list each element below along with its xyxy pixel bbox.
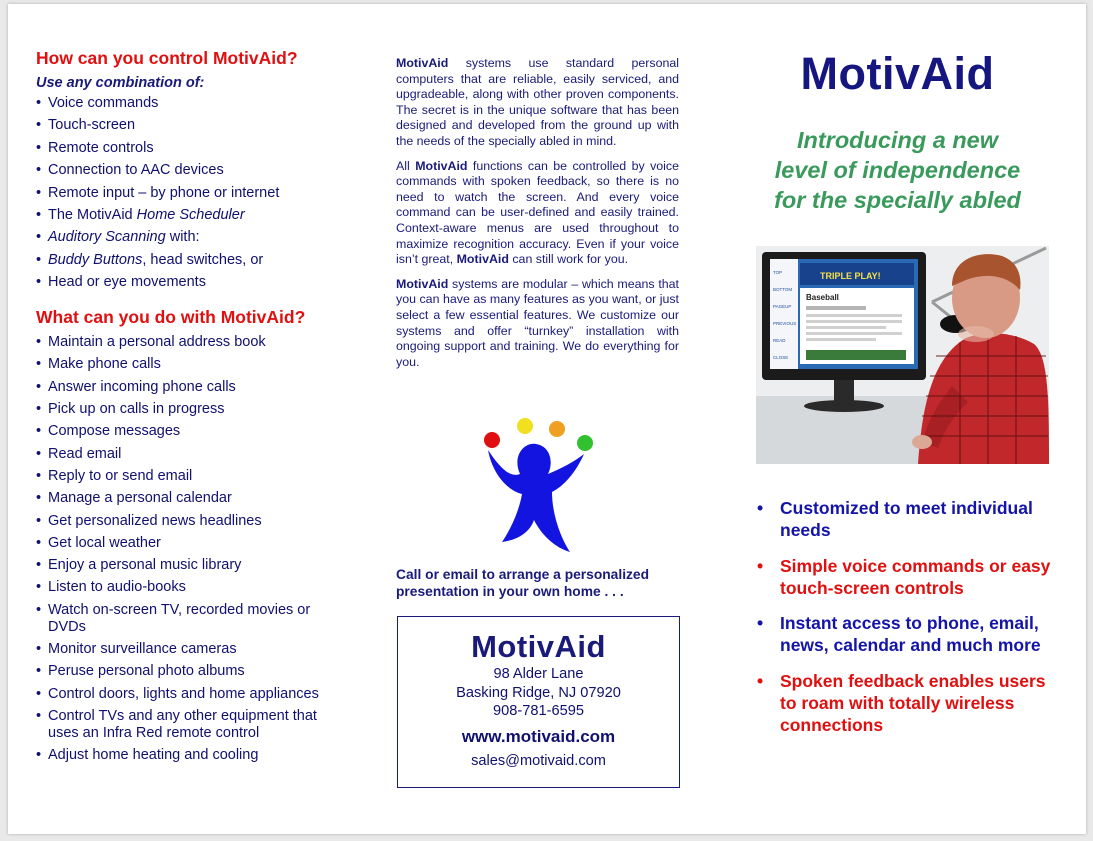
list-item: • Control TVs and any other equipment that uses an Infra Red remote control — [36, 708, 346, 742]
logo-ball-red — [484, 432, 500, 448]
list-item: • Answer incoming phone calls — [36, 379, 346, 396]
contact-phone: 908-781-6595 — [493, 703, 584, 720]
screen-menu-item: PREVIOUS — [773, 321, 797, 326]
list-item: • Make phone calls — [36, 356, 346, 373]
control-heading: How can you control MotivAid? — [36, 48, 298, 68]
list-item: • Manage a personal calendar — [36, 490, 346, 507]
screen-heading: Baseball — [806, 293, 839, 302]
list-item: • Head or eye movements — [36, 274, 346, 291]
person-hand — [912, 435, 932, 449]
left-column — [36, 48, 346, 769]
intro-paragraph: MotivAid systems use standard personal computers that are reliable, easily serviced, and upgradeable, along with other proven components. The secret is in the unique software that has been designed and developed from the ground up with the needs of the specially abled in mind. — [396, 56, 679, 148]
screen-banner: TRIPLE PLAY! — [820, 271, 881, 281]
control-subheading: Use any combination of: — [36, 75, 205, 91]
screen-menu-item: PAGEUP — [773, 304, 792, 309]
call-to-action: Call or email to arrange a personalized presentation in your own home . . . — [396, 567, 650, 599]
contact-brand: MotivAid — [471, 629, 606, 664]
screen-menu-item: CLOSE — [773, 355, 789, 360]
list-item: • Remote input – by phone or internet — [36, 185, 346, 202]
cover-bullet: • Spoken feedback enables users to roam with totally wireless connections — [755, 670, 1055, 736]
contact-website[interactable]: www.motivaid.com — [461, 726, 616, 746]
cover-bullet: • Customized to meet individual needs — [755, 497, 1055, 541]
logo-ball-green — [577, 435, 593, 451]
list-item: • Listen to audio-books — [36, 579, 346, 596]
cover-tagline: Introducing a new level of independence for the specially abled — [774, 127, 1021, 213]
logo-ball-orange — [549, 421, 565, 437]
list-item: • Pick up on calls in progress — [36, 401, 346, 418]
list-item: • Get local weather — [36, 535, 346, 552]
list-item: • Adjust home heating and cooling — [36, 747, 346, 764]
list-item: • Remote controls — [36, 140, 346, 157]
screen-menu-item: TOP — [773, 270, 783, 275]
list-item: • Maintain a personal address book — [36, 334, 346, 351]
logo-figure — [488, 444, 584, 552]
list-item: • Control doors, lights and home appliances — [36, 686, 346, 703]
list-item: • Watch on-screen TV, recorded movies or DVDs — [36, 602, 346, 636]
list-item: • Compose messages — [36, 423, 346, 440]
contact-email[interactable]: sales@motivaid.com — [471, 752, 606, 769]
contact-card — [397, 616, 680, 788]
list-item: • Peruse personal photo albums — [36, 663, 346, 680]
list-item: • Voice commands — [36, 95, 346, 112]
cover-bullet: • Instant access to phone, email, news, calendar and much more — [755, 612, 1055, 656]
list-item: • Monitor surveillance cameras — [36, 641, 346, 658]
list-item: • Get personalized news headlines — [36, 513, 346, 530]
cover-bullet: • Simple voice commands or easy touch-screen controls — [755, 555, 1055, 599]
modular-paragraph: MotivAid systems are modular – which means that you can have as many features as you want, or just select a few essential features. We customize our systems and offer “turnkey” installation with ongoing support and training. We do everything for you. — [396, 276, 679, 369]
list-item: • Touch-screen — [36, 117, 346, 134]
contact-street: 98 Alder Lane — [493, 666, 584, 682]
screen-menu-item: BOTTOM — [773, 287, 793, 292]
list-item: • Auditory Scanning with: — [36, 229, 346, 246]
features-list — [36, 334, 346, 764]
user-at-computer-photo — [756, 246, 1049, 464]
motivaid-logo — [476, 416, 594, 556]
voice-paragraph: All MotivAid functions can be controlled by voice commands with spoken feedback, so there is no need to watch the screen. And every voice command can be user-defined and easily trained. Context-aware menus are used throughout to maximize recognition accuracy. Even if your voice isn’t great, MotivAid can still work for you. — [396, 158, 680, 267]
cover-bullets — [755, 497, 1055, 749]
screen-menu-item: READ — [773, 338, 786, 343]
cover-title: MotivAid — [800, 48, 995, 99]
list-item: • Buddy Buttons, head switches, or — [36, 252, 346, 269]
features-heading: What can you do with MotivAid? — [36, 307, 306, 328]
list-item: • Connection to AAC devices — [36, 162, 346, 179]
control-list — [36, 95, 346, 291]
list-item: • Reply to or send email — [36, 468, 346, 485]
list-item: • Enjoy a personal music library — [36, 557, 346, 574]
list-item: • Read email — [36, 446, 346, 463]
list-item: • The MotivAid Home Scheduler — [36, 207, 346, 224]
middle-column — [396, 56, 679, 379]
logo-ball-yellow — [517, 418, 533, 434]
contact-city: Basking Ridge, NJ 07920 — [456, 684, 621, 701]
